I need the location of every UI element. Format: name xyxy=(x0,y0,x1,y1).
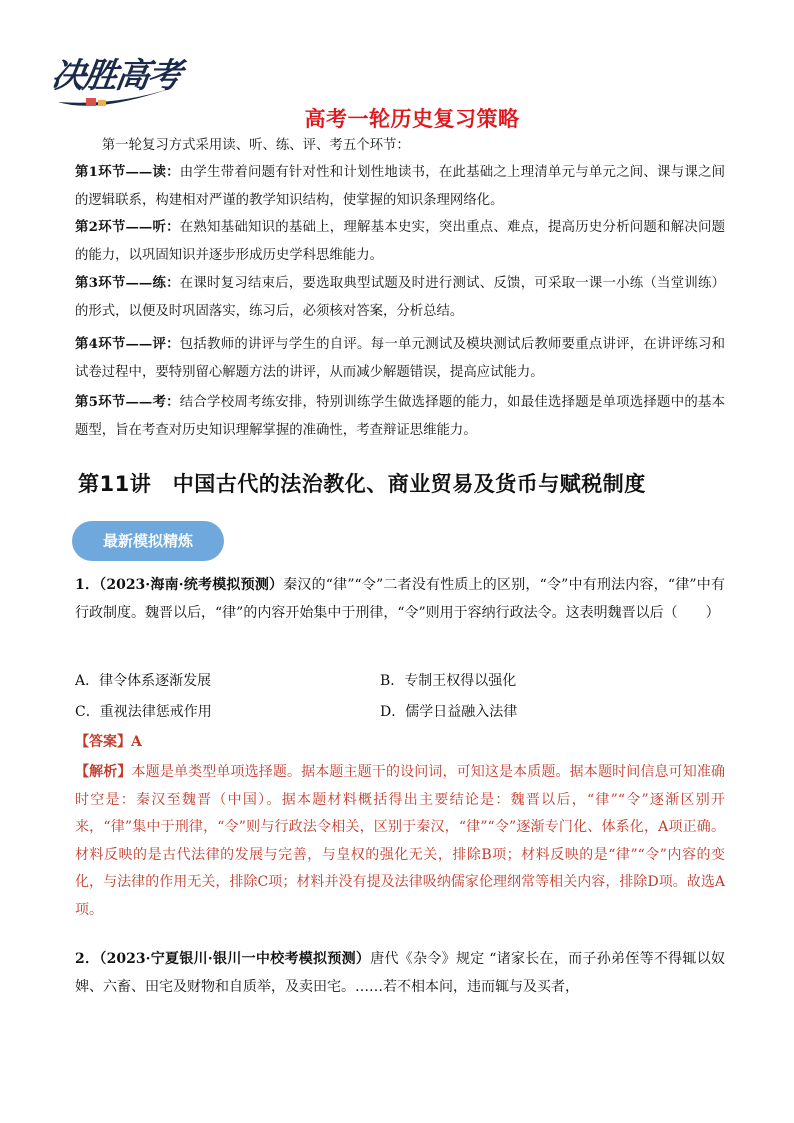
step-text: 在课时复习结束后，要选取典型试题及时进行测试、反馈，可采取一课一小练（当堂训练）的形式，以便及时巩固落实，练习后，必须核对答案，分析总结。 xyxy=(75,276,725,319)
question-source: （2023·海南·统考模拟预测） xyxy=(99,577,284,593)
step-label: 第1环节——读： xyxy=(75,164,180,180)
step-2 xyxy=(75,214,725,269)
option-b: B．专制王权得以强化 xyxy=(380,673,517,689)
brand-logo: 决胜高考 xyxy=(48,56,183,96)
question-number: 2． xyxy=(75,951,100,967)
page-title: 高考一轮历史复习策略 xyxy=(304,107,520,131)
option-a: A．律令体系逐渐发展 xyxy=(75,673,212,689)
analysis-label: 【解析】 xyxy=(75,764,132,780)
step-label: 第3环节——练： xyxy=(75,275,180,291)
question-1 xyxy=(75,572,725,627)
step-text: 在熟知基础知识的基础上，理解基本史实，突出重点、难点，提高历史分析问题和解决问题的能力，以巩固知识并逐步形成历史学科思维能力。 xyxy=(75,220,725,263)
question-stem: 秦汉的“律”“令”二者没有性质上的区别，“令”中有刑法内容，“律”中有行政制度。魏晋以后，“律”的内容开始集中于刑律，“令”则用于容纳行政法令。这表明魏晋以后（ ） xyxy=(75,577,725,621)
step-label: 第2环节——听： xyxy=(75,219,180,235)
question-number: 1． xyxy=(75,577,100,593)
step-5 xyxy=(75,389,725,444)
question-stem: 唐代《杂令》规定 “诸家长在，而子孙弟侄等不得辄以奴婢、六畜、田宅及财物和自质举，及卖田宅。……若不相本问，违而辄与及买者， xyxy=(75,951,726,995)
step-label: 第5环节——考： xyxy=(75,394,180,410)
step-label: 第4环节——评： xyxy=(75,336,180,352)
step-3 xyxy=(75,270,725,325)
analysis-text: 本题是单类型单项选择题。据本题主题干的设问词，可知这是本质题。据本题时间信息可知准确时空是：秦汉至魏晋（中国）。据本题材料概括得出主要结论是：魏晋以后，“律”“令”逐渐区别开来，“律”集中于刑律，“令”则与行政法令相关，区别于秦汉，“律”“令”逐渐专门化、体系化，A项正确。材料反映的是古代法律的发展与完善，与皇权的强化无关，排除B项；材料反映的是“律”“令”内容的变化，与法律的作用无关，排除C项；材料并没有提及法律吸纳儒家伦理纲常等相关内容，排除D项。故选A项。 xyxy=(75,764,726,918)
answer: 【答案】A xyxy=(75,734,142,750)
step-4 xyxy=(75,331,725,386)
question-2 xyxy=(75,946,725,1001)
step-text: 由学生带着问题有针对性和计划性地读书，在此基础之上理清单元与单元之间、课与课之间的逻辑联系，构建相对严谨的教学知识结构，使掌握的知识条理网络化。 xyxy=(75,165,725,208)
question-source: （2023·宁夏银川·银川一中校考模拟预测） xyxy=(99,951,371,967)
analysis xyxy=(75,759,725,924)
step-1 xyxy=(75,159,725,214)
step-text: 结合学校周考练安排，特别训练学生做选择题的能力，如最佳选择题是单项选择题中的基本题型，旨在考查对历史知识理解掌握的准确性，考查辩证思维能力。 xyxy=(75,395,725,438)
step-text: 包括教师的讲评与学生的自评。每一单元测试及模块测试后教师要重点讲评，在讲评练习和试卷过程中，要特别留心解题方法的讲评，从而减少解题错误，提高应试能力。 xyxy=(75,337,725,380)
option-c: C．重视法律惩戒作用 xyxy=(75,704,212,720)
lecture-title: 第11讲 中国古代的法治教化、商业贸易及货币与赋税制度 xyxy=(78,472,646,496)
option-d: D．儒学日益融入法律 xyxy=(380,704,518,720)
intro-text: 第一轮复习方式采用读、听、练、评、考五个环节： xyxy=(101,138,410,153)
section-badge: 最新模拟精炼 xyxy=(72,521,224,561)
